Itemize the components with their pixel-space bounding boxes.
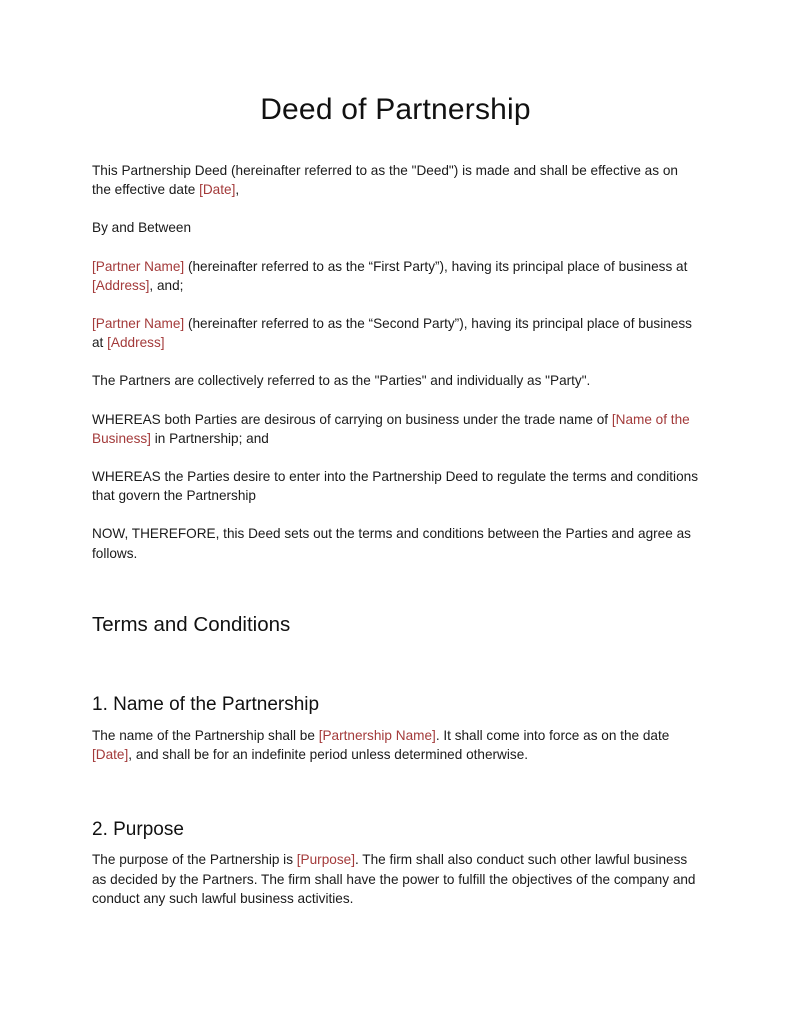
paragraph-second-party <box>92 314 699 352</box>
placeholder-second-partner-address[interactable]: [Address] <box>107 335 165 351</box>
whereas-one-text-part2: in Partnership; and <box>150 430 269 446</box>
paragraph-section-2-body <box>92 850 699 908</box>
second-party-text-part1: (hereinafter referred to as the “Second Party”), having its principal place of business at <box>92 316 692 351</box>
now-therefore-text: NOW, THEREFORE, this Deed sets out the terms and conditions between the Parties and agree as follows. <box>92 526 691 561</box>
first-party-text-part1: (hereinafter referred to as the “First Party”), having its principal place of business at <box>184 258 688 274</box>
parties-definition-text: The Partners are collectively referred to as the "Parties" and individually as "Party". <box>92 373 591 389</box>
intro-text-part2: , <box>235 182 240 198</box>
spacer <box>92 238 699 257</box>
spacer <box>92 295 699 314</box>
placeholder-second-partner-name[interactable]: [Partner Name] <box>92 316 185 332</box>
heading-section-2-purpose: 2. Purpose <box>92 818 184 840</box>
spacer <box>92 448 699 467</box>
spacer <box>92 128 699 161</box>
spacer <box>92 717 699 726</box>
paragraph-first-party <box>92 257 699 295</box>
section-1-text-part1: The name of the Partnership shall be <box>92 728 319 744</box>
section-2-text-part2: . The firm shall also conduct such other lawful business as decided by the Partners. The firm shall have the power to fulfill the objectives of the company and conduct any such lawful business activities. <box>92 852 696 906</box>
by-and-between-text: By and Between <box>92 220 191 236</box>
paragraph-whereas-one <box>92 410 699 448</box>
spacer <box>92 199 699 218</box>
placeholder-business-name[interactable]: [Name of the Business] <box>92 411 690 446</box>
heading-section-1-name-of-the-partnership: 1. Name of the Partnership <box>92 694 320 716</box>
placeholder-first-partner-address[interactable]: [Address] <box>92 277 150 293</box>
spacer <box>92 352 699 371</box>
paragraph-now-therefore <box>92 524 699 562</box>
spacer <box>92 563 699 612</box>
heading-terms-and-conditions: Terms and Conditions <box>92 612 291 636</box>
paragraph-whereas-two <box>92 467 699 505</box>
whereas-one-text-part1: WHEREAS both Parties are desirous of carrying on business under the trade name of <box>92 411 612 427</box>
paragraph-by-and-between <box>92 218 699 237</box>
spacer <box>92 841 699 850</box>
spacer <box>92 505 699 524</box>
spacer <box>92 637 699 693</box>
paragraph-section-1-body <box>92 726 699 764</box>
paragraph-parties-definition <box>92 371 699 390</box>
placeholder-commencement-date[interactable]: [Date] <box>92 747 129 763</box>
placeholder-effective-date[interactable]: [Date] <box>199 182 236 198</box>
whereas-two-text: WHEREAS the Parties desire to enter into the Partnership Deed to regulate the terms and conditions that govern the Partnership <box>92 469 698 504</box>
paragraph-intro <box>92 161 699 199</box>
document-content <box>92 0 699 908</box>
placeholder-partnership-name[interactable]: [Partnership Name] <box>318 728 436 744</box>
placeholder-first-partner-name[interactable]: [Partner Name] <box>92 258 185 274</box>
spacer <box>92 765 699 818</box>
intro-text-part1: This Partnership Deed (hereinafter referred to as the "Deed") is made and shall be effective as on the effective date <box>92 163 678 198</box>
section-2-text-part1: The purpose of the Partnership is <box>92 852 297 868</box>
first-party-text-part2: , and; <box>149 277 184 293</box>
page-title: Deed of Partnership <box>260 93 531 126</box>
section-1-text-part2: . It shall come into force as on the date <box>435 728 670 744</box>
placeholder-purpose[interactable]: [Purpose] <box>296 852 355 868</box>
spacer <box>92 391 699 410</box>
section-1-text-part3: , and shall be for an indefinite period unless determined otherwise. <box>128 747 529 763</box>
